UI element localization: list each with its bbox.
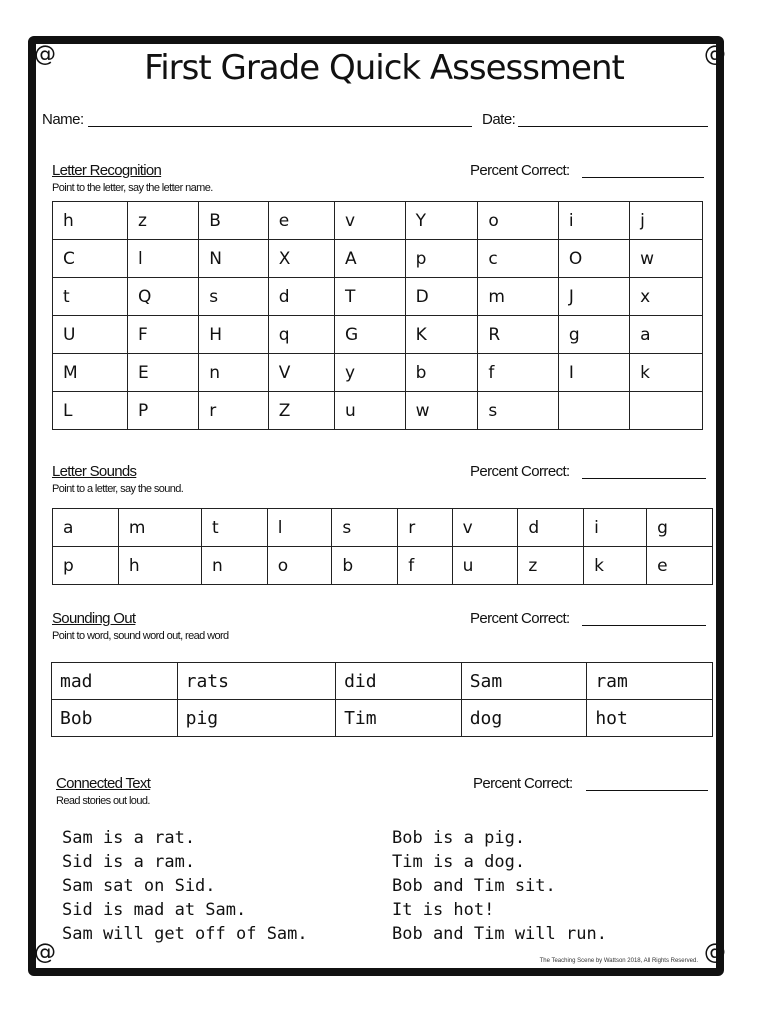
story-line: Bob is a pig. [392,828,526,848]
name-line [88,126,472,127]
date-label: Date: [482,111,516,128]
table-cell: s [199,278,269,316]
page-title: First Grade Quick Assessment [144,48,624,88]
table-cell: K [405,316,478,354]
story-line: Sam sat on Sid. [62,876,216,896]
table-cell: l [267,509,332,547]
table-row [53,392,703,430]
table-cell: h [118,547,201,585]
sounding-out-table [51,662,713,737]
table-row [53,509,713,547]
table-cell: G [334,316,405,354]
table-cell: a [53,509,119,547]
table-cell: e [268,202,334,240]
table-cell: d [268,278,334,316]
table-cell: pig [177,700,335,737]
table-cell: r [199,392,269,430]
table-row [52,700,713,737]
table-cell: o [478,202,559,240]
table-cell: p [405,240,478,278]
table-cell: M [53,354,128,392]
table-cell: X [268,240,334,278]
table-row [53,547,713,585]
letter-sounds-title: Letter Sounds [52,463,137,480]
table-cell: v [334,202,405,240]
table-cell: r [398,509,452,547]
letter-sounds-instruction: Point to a letter, say the sound. [52,483,184,495]
sounding-out-instruction: Point to word, sound word out, read word [52,630,229,642]
table-cell: C [53,240,128,278]
table-cell: Sam [461,663,587,700]
table-cell: Y [405,202,478,240]
table-cell: F [128,316,199,354]
table-cell: g [647,509,713,547]
table-row [53,240,703,278]
table-cell: b [332,547,398,585]
table-cell: s [332,509,398,547]
table-cell: o [267,547,332,585]
table-cell: s [478,392,559,430]
table-cell: H [199,316,269,354]
table-cell: T [334,278,405,316]
swirl-decoration-icon: @ [704,940,726,965]
connected-text-title: Connected Text [56,775,151,792]
table-cell: v [452,509,518,547]
swirl-decoration-icon: @ [34,940,56,965]
story-line: Bob and Tim sit. [392,876,556,896]
table-cell: z [128,202,199,240]
percent-correct-line [586,790,708,791]
copyright-footer: The Teaching Scene by Wattson 2018, All Rights Reserved. [539,958,698,964]
percent-correct-line [582,177,704,178]
date-line [518,126,708,127]
table-cell: Tim [336,700,462,737]
table-row [53,316,703,354]
table-cell: t [202,509,268,547]
table-cell: f [398,547,452,585]
table-cell: a [630,316,703,354]
table-cell: Q [128,278,199,316]
story-line: Sam will get off of Sam. [62,924,308,944]
table-cell: e [647,547,713,585]
table-cell: m [118,509,201,547]
table-cell [630,392,703,430]
table-cell [558,392,629,430]
table-cell: u [452,547,518,585]
table-cell: A [334,240,405,278]
table-cell: D [405,278,478,316]
table-cell: q [268,316,334,354]
sounding-out-title: Sounding Out [52,610,136,627]
table-cell: n [202,547,268,585]
table-row [53,278,703,316]
table-cell: L [53,392,128,430]
table-cell: x [630,278,703,316]
table-cell: N [199,240,269,278]
table-cell: w [405,392,478,430]
table-cell: c [478,240,559,278]
percent-correct-label: Percent Correct: [470,463,570,480]
table-cell: V [268,354,334,392]
table-cell: ram [587,663,713,700]
percent-correct-label: Percent Correct: [470,610,570,627]
table-cell: g [558,316,629,354]
connected-text-instruction: Read stories out loud. [56,795,150,807]
table-cell: h [53,202,128,240]
letter-sounds-table [52,508,713,585]
table-cell: w [630,240,703,278]
table-cell: d [518,509,584,547]
swirl-decoration-icon: @ [704,42,726,67]
story-line: Tim is a dog. [392,852,526,872]
table-row [53,354,703,392]
table-row [52,663,713,700]
story-right [392,826,607,946]
percent-correct-line [582,478,706,479]
table-cell: I [558,354,629,392]
table-cell: U [53,316,128,354]
table-cell: j [630,202,703,240]
table-cell: i [558,202,629,240]
story-line: Bob and Tim will run. [392,924,607,944]
table-cell: f [478,354,559,392]
table-cell: rats [177,663,335,700]
table-cell: z [518,547,584,585]
percent-correct-label: Percent Correct: [470,162,570,179]
table-cell: Bob [52,700,178,737]
table-cell: B [199,202,269,240]
table-cell: dog [461,700,587,737]
table-cell: u [334,392,405,430]
percent-correct-label: Percent Correct: [473,775,573,792]
table-cell: P [128,392,199,430]
story-line: It is hot! [392,900,495,920]
table-cell: R [478,316,559,354]
name-label: Name: [42,111,84,128]
table-cell: k [584,547,647,585]
story-line: Sid is a ram. [62,852,196,872]
table-cell: b [405,354,478,392]
swirl-decoration-icon: @ [34,42,56,67]
table-cell: k [630,354,703,392]
letter-recognition-instruction: Point to the letter, say the letter name. [52,182,213,194]
story-line: Sam is a rat. [62,828,196,848]
percent-correct-line [582,625,706,626]
story-line: Sid is mad at Sam. [62,900,247,920]
table-cell: did [336,663,462,700]
table-cell: t [53,278,128,316]
table-row [53,202,703,240]
letter-recognition-title: Letter Recognition [52,162,162,179]
table-cell: y [334,354,405,392]
table-cell: mad [52,663,178,700]
story-left [62,826,308,946]
letter-recognition-table [52,201,703,430]
table-cell: m [478,278,559,316]
table-cell: E [128,354,199,392]
table-cell: p [53,547,119,585]
table-cell: Z [268,392,334,430]
table-cell: l [128,240,199,278]
table-cell: i [584,509,647,547]
table-cell: hot [587,700,713,737]
table-cell: n [199,354,269,392]
table-cell: O [558,240,629,278]
table-cell: J [558,278,629,316]
